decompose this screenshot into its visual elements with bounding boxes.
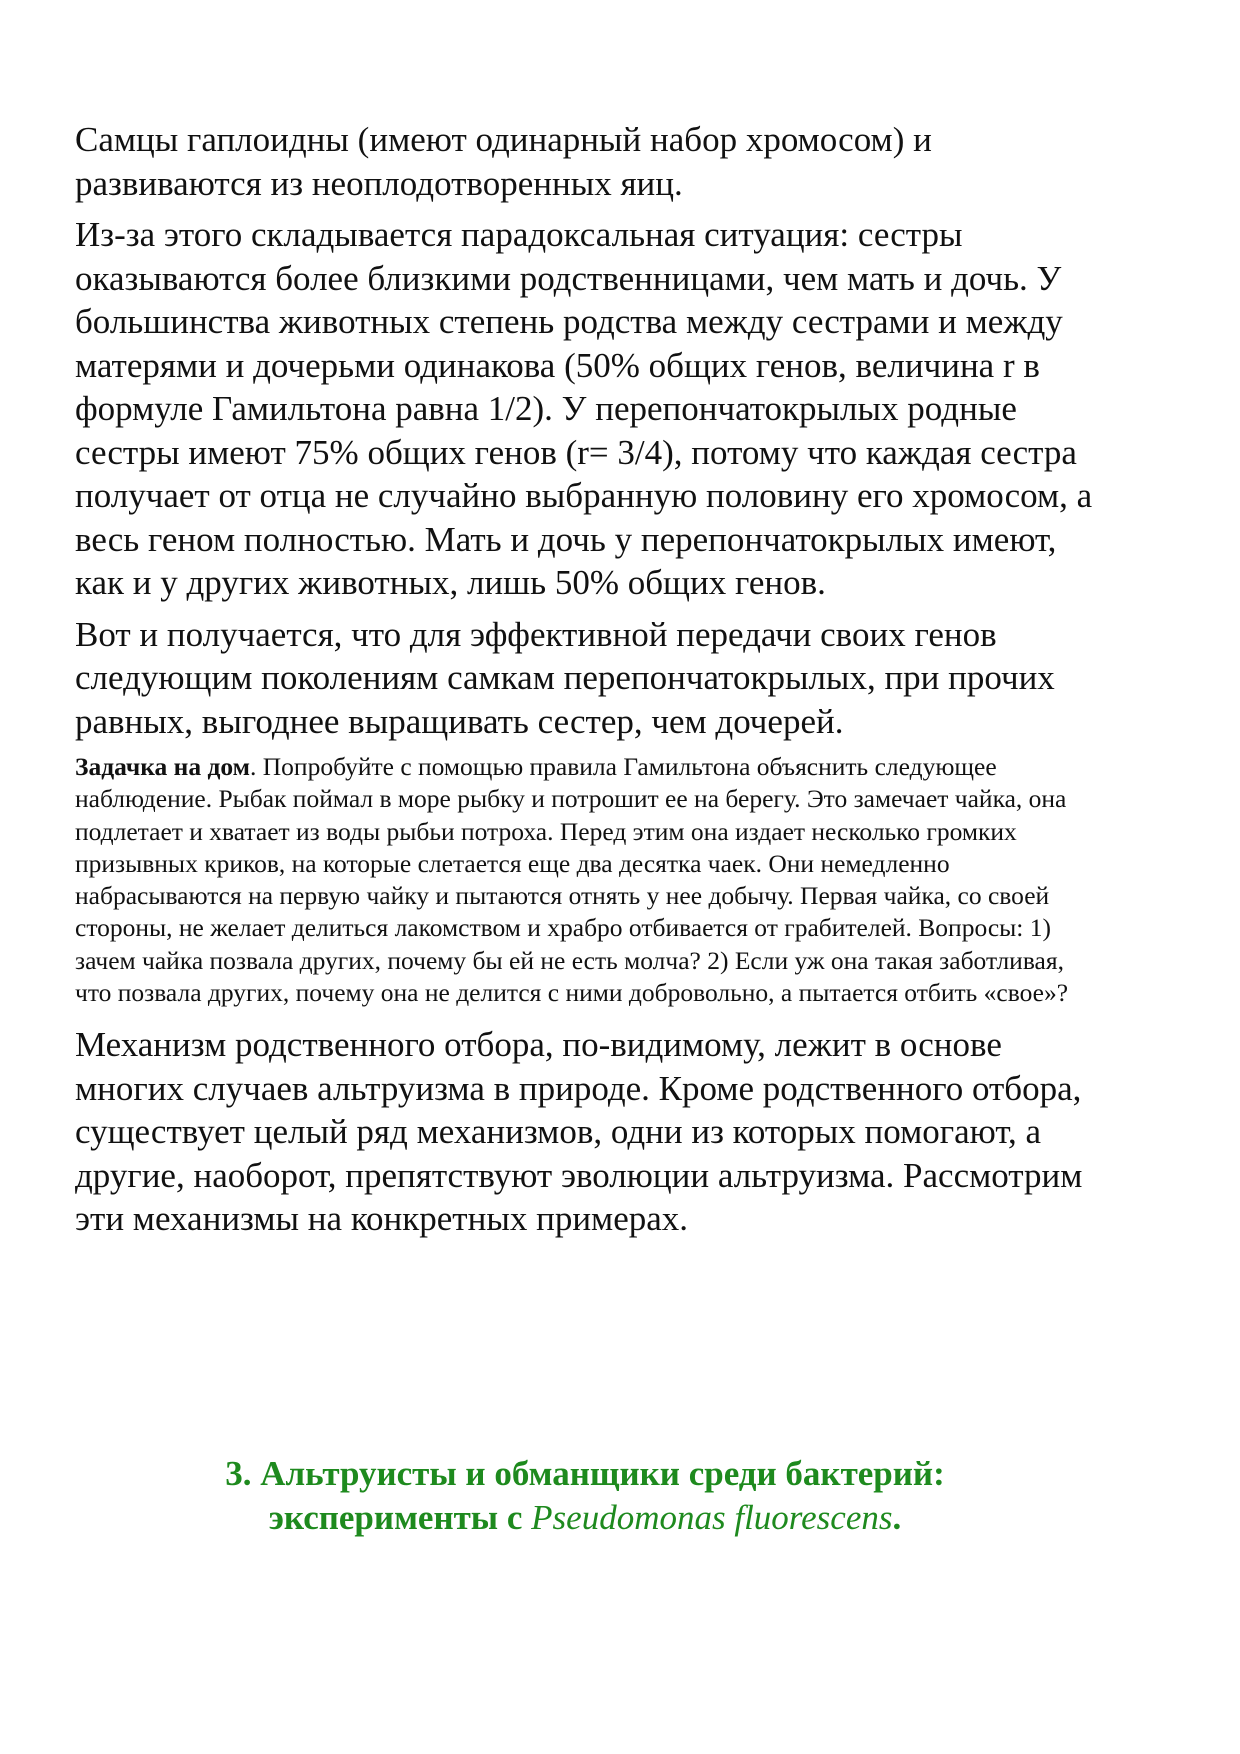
paragraph-sister-relatedness: Из-за этого складывается парадоксальная ситуация: сестры оказываются более близкими родственницами, чем мать и дочь. У большинства животных степень родства между сестрами и между матерями и дочерьми одинакова (50% общих генов, величина r в формуле Гамильтона равна 1/2). У перепончатокрылых родные сестры имеют 75% общих генов (r= 3/4), потому что каждая сестра получает от отца не случайно выбранную половину его хромосом, а весь геном полностью. Мать и дочь у перепончатокрылых имеют, как и у других животных, лишь 50% общих генов.: [75, 215, 1093, 602]
section-heading: [75, 1452, 1095, 1540]
paragraph-raising-sisters: Вот и получается, что для эффективной передачи своих генов следующим поколениям самкам перепончатокрылых, при прочих равных, выгоднее выращивать сестер, чем дочерей.: [75, 614, 1055, 741]
homework-title: Задачка на дом: [75, 752, 251, 781]
section-heading-line2: [75, 1496, 1095, 1540]
paragraph-haploid-males: Самцы гаплоидны (имеют одинарный набор хромосом) и развиваются из неоплодотворенных яиц.: [75, 120, 932, 203]
section-heading-line1: 3. Альтруисты и обманщики среди бактерий:: [225, 1454, 945, 1493]
section-heading-suffix: .: [892, 1498, 902, 1537]
paragraph-kin-selection: Механизм родственного отбора, по-видимому, лежит в основе многих случаев альтруизма в природе. Кроме родственного отбора, существует целый ряд механизмов, одни из которых помогают, а другие, наоборот, препятствуют эволюции альтруизма. Рассмотрим эти механизмы на конкретных примерах.: [75, 1025, 1083, 1239]
homework-block: [75, 751, 1095, 1009]
document-body: [75, 118, 1095, 1241]
homework-text: . Попробуйте с помощью правила Гамильтона объяснить следующее наблюдение. Рыбак поймал в море рыбку и потрошит ее на берегу. Это замечает чайка, она подлетает и хватает из воды рыбьи потроха. Перед этим она издает несколько громких призывных криков, на которые слетается еще два десятка чаек. Они немедленно набрасываются на первую чайку и пытаются отнять у нее добычу. Первая чайка, со своей стороны, не желает делиться лакомством и храбро отбивается от грабителей. Вопросы: 1) зачем чайка позвала других, почему бы ей не есть молча? 2) Если уж она такая заботливая, что позвала других, почему она не делится с ними добровольно, а пытается отбить «свое»?: [75, 752, 1069, 1008]
section-heading-prefix: эксперименты с: [268, 1498, 532, 1537]
species-name: Pseudomonas fluorescens: [531, 1498, 893, 1537]
